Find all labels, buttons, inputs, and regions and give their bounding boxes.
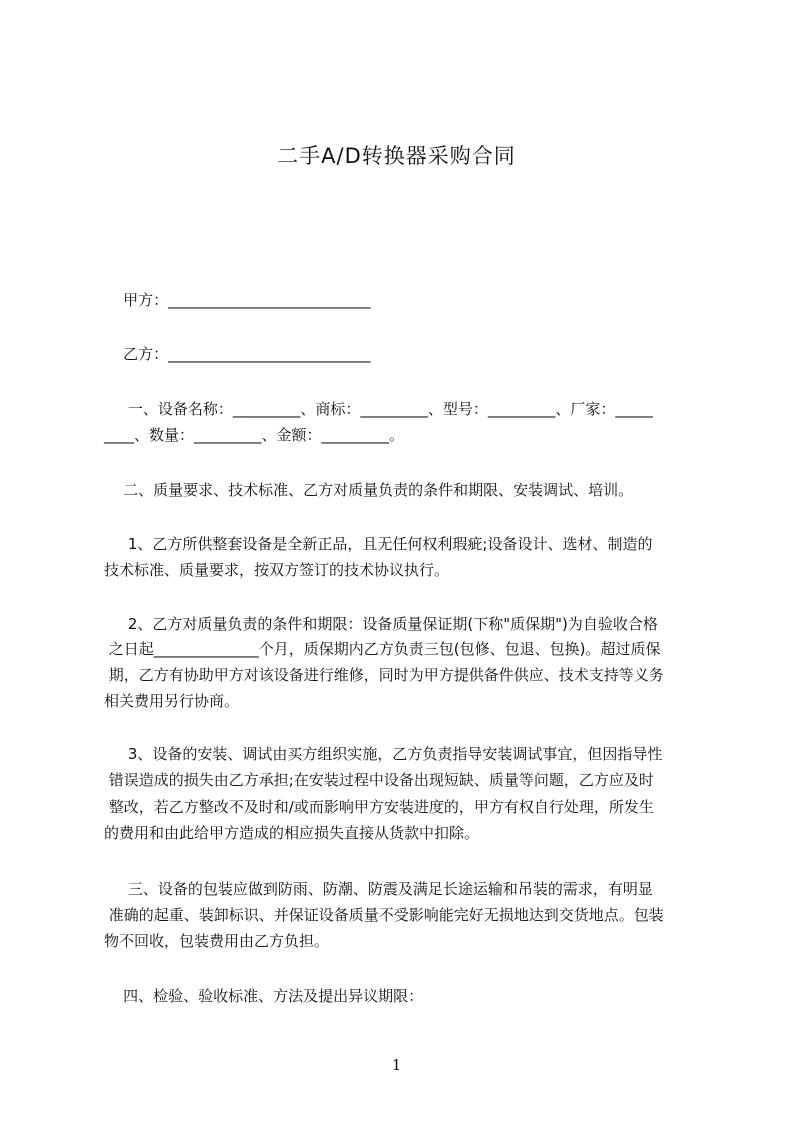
party-a-line: 甲方：___________________________ bbox=[104, 291, 371, 309]
clause-2-3-line-3: 整改，若乙方整改不及时和/或而影响甲方安装进度的，甲方有权自行处理，所发生 bbox=[104, 798, 654, 816]
clause-1-line-2: ____、数量：_________、金额：_________。 bbox=[104, 426, 405, 444]
clause-2-2-line-4: 相关费用另行协商。 bbox=[104, 692, 240, 710]
clause-3-line-2: 准确的起重、装卸标识、并保证设备质量不受影响能完好无损地达到交货地点。包装 bbox=[104, 906, 664, 924]
document-title: 二手A/D转换器采购合同 bbox=[277, 144, 516, 168]
clause-2-heading: 二、质量要求、技术标准、乙方对质量负责的条件和期限、安装调试、培训。 bbox=[104, 481, 634, 499]
party-b-line: 乙方：___________________________ bbox=[104, 345, 371, 363]
page-number: 1 bbox=[391, 1056, 402, 1074]
clause-2-2-line-3: 期，乙方有协助甲方对该设备进行维修，同时为甲方提供备件供应、技术支持等义务 bbox=[104, 666, 664, 684]
clause-2-1-line-1: 1、乙方所供整套设备是全新正品，且无任何权利瑕疵;设备设计、选材、制造的 bbox=[104, 535, 653, 553]
clause-4-heading: 四、检验、验收标准、方法及提出异议期限： bbox=[104, 987, 424, 1005]
clause-3-line-1: 三、设备的包装应做到防雨、防潮、防震及满足长途运输和吊装的需求，有明显 bbox=[104, 880, 653, 898]
clause-2-3-line-4: 的费用和由此给甲方造成的相应损失直接从货款中扣除。 bbox=[104, 824, 480, 842]
clause-2-2-line-2: 之日起______________个月，质保期内乙方负责三包(包修、包退、包换)。超过质保 bbox=[104, 640, 661, 658]
clause-2-3-line-1: 3、设备的安装、调试由买方组织实施，乙方负责指导安装调试事宜，但因指导性 bbox=[104, 745, 663, 763]
clause-1-line-1: 一、设备名称：_________、商标：_________、型号：_________、厂家：_____ bbox=[104, 400, 653, 418]
clause-2-2-line-1: 2、乙方对质量负责的条件和期限：设备质量保证期(下称"质保期")为自验收合格 bbox=[104, 615, 658, 633]
clause-3-line-3: 物不回收，包装费用由乙方负担。 bbox=[104, 932, 330, 950]
clause-2-3-line-2: 错误造成的损失由乙方承担;在安装过程中设备出现短缺、质量等问题，乙方应及时 bbox=[104, 771, 654, 789]
clause-2-1-line-2: 技术标准、质量要求，按双方签订的技术协议执行。 bbox=[104, 561, 450, 579]
